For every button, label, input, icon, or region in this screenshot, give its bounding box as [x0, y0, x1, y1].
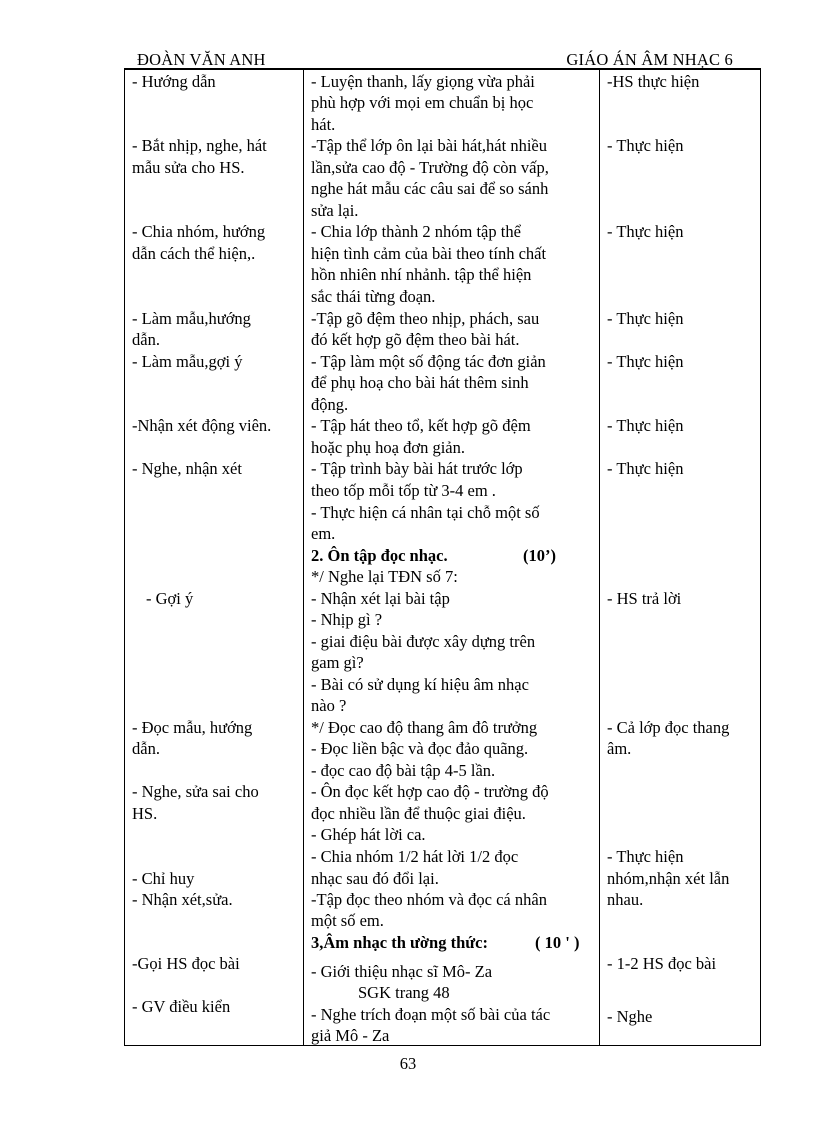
content-line: - Chia nhóm 1/2 hát lời 1/2 đọc [311, 847, 519, 866]
content-line: nào ? [311, 696, 347, 715]
content-line: - Giới thiệu nhạc sĩ Mô- Za [311, 962, 493, 981]
content-line: - Nhận xét lại bài tập [311, 589, 450, 608]
section-heading: 2. Ôn tập đọc nhạc. [311, 546, 448, 565]
teacher-activity: dẫn. [132, 739, 160, 758]
teacher-activity: - Hướng dẫn [132, 72, 216, 91]
section-heading: 3,Âm nhạc th ường thức: [311, 933, 488, 952]
column-divider [599, 70, 600, 1045]
teacher-activity: - Bắt nhịp, nghe, hát [132, 136, 267, 155]
teacher-activity: - Chỉ huy [132, 869, 195, 888]
teacher-activity: - Làm mẫu,gợi ý [132, 352, 243, 371]
content-line: phù hợp với mọi em chuẩn bị học [311, 93, 534, 112]
teacher-activity: HS. [132, 804, 158, 823]
content-line: SGK trang 48 [358, 983, 450, 1002]
teacher-activity: - GV điều kiển [132, 997, 231, 1016]
student-activity: - Thực hiện [607, 847, 684, 866]
teacher-activity: - Nghe, nhận xét [132, 459, 242, 478]
teacher-activity: dẫn. [132, 330, 160, 349]
student-activity: - Thực hiện [607, 222, 684, 241]
content-line: - đọc cao độ bài tập 4-5 lần. [311, 761, 496, 780]
content-line: - Chia lớp thành 2 nhóm tập thể [311, 222, 521, 241]
student-activity: nhau. [607, 890, 644, 909]
content-line: - Ôn đọc kết hợp cao độ - trường độ [311, 782, 549, 801]
content-line: để phụ hoạ cho bài hát thêm sinh [311, 373, 529, 392]
page-number: 63 [399, 1054, 417, 1073]
teacher-activity: - Nghe, sửa sai cho [132, 782, 259, 801]
student-activity: - 1-2 HS đọc bài [607, 954, 717, 973]
content-line: một số em. [311, 911, 384, 930]
content-line: -Tập đọc theo nhóm và đọc cá nhân [311, 890, 547, 909]
student-activity: âm. [607, 739, 632, 758]
content-line: động. [311, 395, 349, 414]
content-line: - Ghép hát lời ca. [311, 825, 426, 844]
header-author: ĐOÀN VĂN ANH [137, 50, 266, 69]
teacher-activity: -Gọi HS đọc bài [132, 954, 240, 973]
teacher-activity: dẫn cách thể hiện,. [132, 244, 256, 263]
teacher-activity: - Nhận xét,sửa. [132, 890, 233, 909]
teacher-activity: - Làm mẫu,hướng [132, 309, 251, 328]
content-line: - Tập hát theo tổ, kết hợp gõ đệm [311, 416, 531, 435]
teacher-activity: - Gợi ý [146, 589, 194, 608]
content-line: đọc nhiều lần để thuộc giai điệu. [311, 804, 526, 823]
student-activity: - Thực hiện [607, 309, 684, 328]
content-line: nghe hát mẫu các câu sai để so sánh [311, 179, 549, 198]
content-line: sắc thái từng đoạn. [311, 287, 436, 306]
column-divider [303, 70, 304, 1045]
content-line: - Bài có sử dụng kí hiệu âm nhạc [311, 675, 529, 694]
content-line: theo tốp mỗi tốp từ 3-4 em . [311, 481, 496, 500]
content-line: - Tập trình bày bài hát trước lớp [311, 459, 523, 478]
content-line: nhạc sau đó đổi lại. [311, 869, 439, 888]
teacher-activity: - Đọc mẫu, hướng [132, 718, 253, 737]
content-line: - Tập làm một số động tác đơn giản [311, 352, 546, 371]
content-line: */ Nghe lại TĐN số 7: [311, 567, 458, 586]
content-line: */ Đọc cao độ thang âm đô trưởng [311, 718, 538, 737]
teacher-activity: -Nhận xét động viên. [132, 416, 272, 435]
content-line: đó kết hợp gõ đệm theo bài hát. [311, 330, 520, 349]
section-duration: (10’) [523, 546, 556, 565]
teacher-activity: - Chia nhóm, hướng [132, 222, 266, 241]
content-line: - giai điệu bài được xây dựng trên [311, 632, 536, 651]
content-line: giả Mô - Za [311, 1026, 390, 1045]
section-duration: ( 10 ' ) [535, 933, 580, 952]
student-activity: - Thực hiện [607, 352, 684, 371]
student-activity: - Thực hiện [607, 416, 684, 435]
student-activity: - Cả lớp đọc thang [607, 718, 730, 737]
content-line: -Tập thể lớp ôn lại bài hát,hát nhiều [311, 136, 547, 155]
content-line: sửa lại. [311, 201, 359, 220]
content-line: - Nghe trích đoạn một số bài của tác [311, 1005, 551, 1024]
student-activity: - Nghe [607, 1007, 653, 1026]
content-line: hoặc phụ hoạ đơn giản. [311, 438, 465, 457]
content-line: - Nhịp gì ? [311, 610, 383, 629]
student-activity: - Thực hiện [607, 136, 684, 155]
content-line: hát. [311, 115, 336, 134]
student-activity: - Thực hiện [607, 459, 684, 478]
student-activity: nhóm,nhận xét lẫn [607, 869, 730, 888]
content-line: hồn nhiên nhí nhảnh. tập thể hiện [311, 265, 532, 284]
student-activity: - HS trả lời [607, 589, 682, 608]
content-line: -Tập gõ đệm theo nhịp, phách, sau [311, 309, 540, 328]
content-line: hiện tình cảm của bài theo tính chất [311, 244, 547, 263]
teacher-activity: mẫu sửa cho HS. [132, 158, 245, 177]
content-line: gam gì? [311, 653, 364, 672]
content-line: em. [311, 524, 336, 543]
header-title: GIÁO ÁN ÂM NHẠC 6 [566, 50, 733, 69]
student-activity: -HS thực hiện [607, 72, 700, 91]
content-line: - Thực hiện cá nhân tại chỗ một số [311, 503, 540, 522]
content-line: lần,sửa cao độ - Trường độ còn vấp, [311, 158, 549, 177]
content-line: - Luyện thanh, lấy giọng vừa phải [311, 72, 535, 91]
lesson-table [124, 70, 761, 1046]
content-line: - Đọc liền bậc và đọc đảo quãng. [311, 739, 529, 758]
